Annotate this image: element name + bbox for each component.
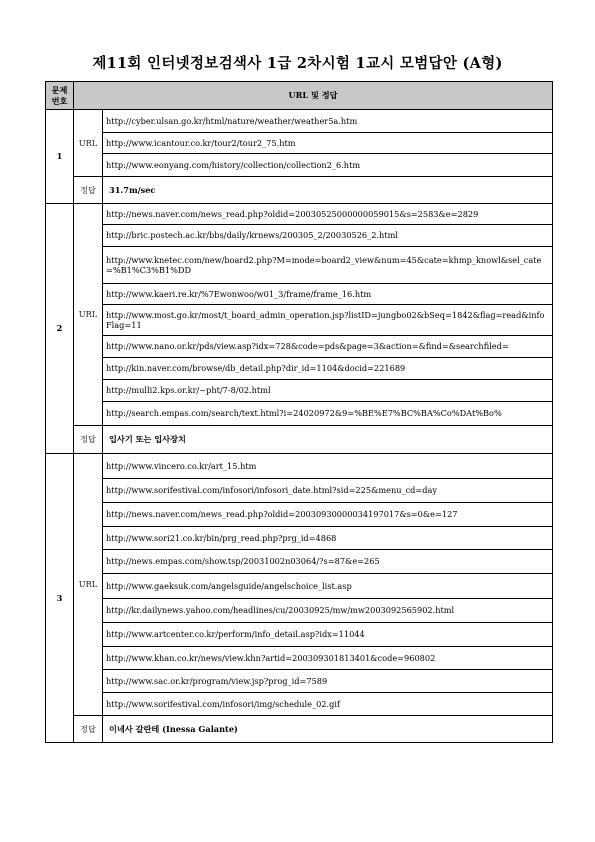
table-row xyxy=(46,479,553,503)
question-number: 1 xyxy=(46,110,74,204)
table-row xyxy=(46,550,553,574)
url-cell[interactable]: http://www.sori21.co.kr/bin/prg_read.php?prg_id=4868 xyxy=(103,527,553,550)
url-cell[interactable]: http://www.kaeri.re.kr/%7Ewonwoo/w01_3/frame/frame_16.htm xyxy=(103,284,553,305)
table-row xyxy=(46,599,553,623)
url-cell[interactable]: http://www.nano.or.kr/pds/view.asp?idx=728&code=pds&page=3&action=&find=&searchfiled= xyxy=(103,336,553,358)
url-label: URL xyxy=(74,204,103,426)
answer-text: 31.7m/sec xyxy=(103,177,553,204)
url-cell[interactable]: http://www.gaeksuk.com/angelsguide/angelschoice_list.asp xyxy=(103,574,553,599)
question-number: 2 xyxy=(46,204,74,454)
url-cell[interactable]: http://www.artcenter.co.kr/perform/info_detail.asp?idx=11044 xyxy=(103,623,553,647)
table-row xyxy=(46,454,553,479)
table-row xyxy=(46,204,553,225)
url-cell[interactable]: http://news.naver.com/news_read.php?oldid=20030930000034197017&s=0&e=127 xyxy=(103,503,553,527)
answer-label: 정답 xyxy=(74,716,103,743)
url-label: URL xyxy=(74,454,103,716)
table-row xyxy=(46,402,553,426)
url-answer-header: URL 및 정답 xyxy=(74,82,553,110)
answer-label: 정답 xyxy=(74,426,103,454)
url-cell[interactable]: http://www.sorifestival.com/infosori/infosori_date.html?sid=225&menu_cd=day xyxy=(103,479,553,503)
header-num-line2: 번호 xyxy=(51,95,68,106)
table-row xyxy=(46,305,553,336)
answer-row xyxy=(46,426,553,454)
table-row xyxy=(46,527,553,550)
url-cell[interactable]: http://kin.naver.com/browse/db_detail.php?dir_id=1104&docid=221689 xyxy=(103,358,553,380)
url-cell[interactable]: http://news.empas.com/show.tsp/20031002n03064/?s=87&e=265 xyxy=(103,550,553,574)
answer-row xyxy=(46,716,553,743)
answer-text: 이네사 갈란테 (Inessa Galante) xyxy=(103,716,553,743)
url-cell[interactable]: http://www.sorifestival.com/infosori/img/schedule_02.gif xyxy=(103,693,553,716)
answer-label: 정답 xyxy=(74,177,103,204)
table-row xyxy=(46,503,553,527)
table-row xyxy=(46,358,553,380)
header-num-line1: 문제 xyxy=(51,85,68,95)
table-row xyxy=(46,670,553,693)
url-cell[interactable]: http://www.vincero.co.kr/art_15.htm xyxy=(103,454,553,479)
table-row xyxy=(46,225,553,247)
answer-table xyxy=(45,81,553,743)
table-row xyxy=(46,247,553,284)
answer-text: 입사기 또는 입사장치 xyxy=(103,426,553,454)
url-cell[interactable]: http://cyber.ulsan.go.kr/html/nature/weather/weather5a.htm xyxy=(103,110,553,133)
table-row xyxy=(46,380,553,402)
table-row xyxy=(46,133,553,154)
url-cell[interactable]: http://search.empas.com/search/text.html?i=24020972&9=%BE%E7%BC%BA%Co%DAt%Bo% xyxy=(103,402,553,426)
url-cell[interactable]: http://www.icantour.co.kr/tour2/tour2_75.htm xyxy=(103,133,553,154)
url-cell[interactable]: http://mulli2.kps.or.kr/~pht/7-8/02.html xyxy=(103,380,553,402)
table-row xyxy=(46,574,553,599)
table-row xyxy=(46,623,553,647)
url-cell[interactable]: http://www.khan.co.kr/news/view.khn?artid=200309301813401&code=960802 xyxy=(103,647,553,670)
table-row xyxy=(46,284,553,305)
table-row xyxy=(46,336,553,358)
answer-row xyxy=(46,177,553,204)
table-row xyxy=(46,110,553,133)
url-cell[interactable]: http://kr.dailynews.yahoo.com/headlines/cu/20030925/mw/mw2003092565902.html xyxy=(103,599,553,623)
url-cell[interactable]: http://bric.postech.ac.kr/bbs/daily/krnews/200305_2/20030526_2.html xyxy=(103,225,553,247)
table-row xyxy=(46,154,553,177)
url-cell[interactable]: http://www.most.go.kr/most/t_board_admin_operation.jsp?listID=jungbo02&bSeq=1842&flag=read&infoFlag=11 xyxy=(103,305,553,336)
question-number-header xyxy=(46,82,74,110)
url-label: URL xyxy=(74,110,103,177)
url-cell[interactable]: http://www.sac.or.kr/program/view.jsp?prog_id=7589 xyxy=(103,670,553,693)
table-row xyxy=(46,693,553,716)
table-row xyxy=(46,647,553,670)
question-number: 3 xyxy=(46,454,74,743)
page-title: 제11회 인터넷정보검색사 1급 2차시험 1교시 모범답안 (A형) xyxy=(92,55,503,72)
url-cell[interactable]: http://news.naver.com/news_read.php?oldid=20030525000000059015&s=2583&e=2829 xyxy=(103,204,553,225)
header-row xyxy=(46,82,553,110)
url-cell[interactable]: http://www.knetec.com/new/board2.php?M=mode=board2_view&num=45&cate=khmp_knowl&sel_cate=%B1%C3%B1%DD xyxy=(103,247,553,284)
url-cell[interactable]: http://www.eonyang.com/history/collection/collection2_6.htm xyxy=(103,154,553,177)
